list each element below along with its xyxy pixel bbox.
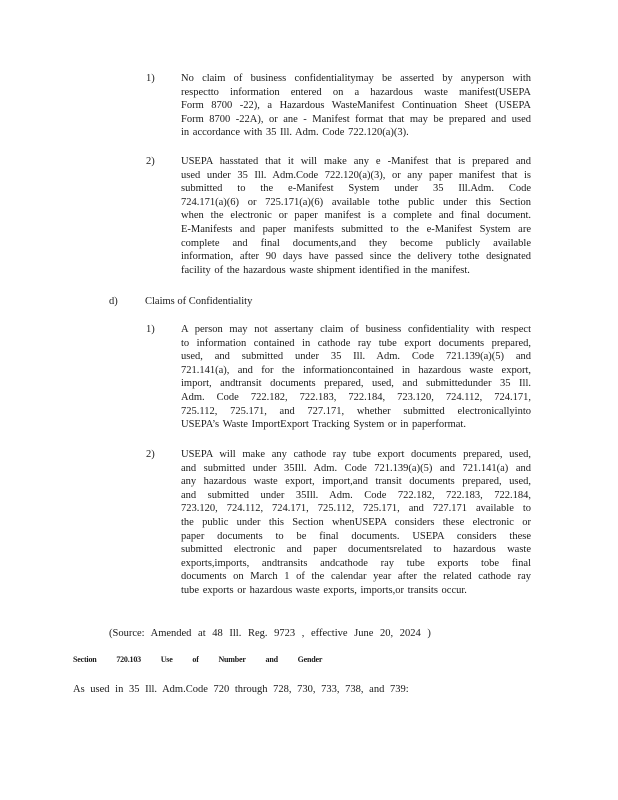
subsection-letter: d) bbox=[109, 296, 118, 307]
section-title-word: Gender bbox=[297, 655, 323, 664]
paragraph-line: used under 35 Ill. Adm.Code 722.120(a)(3), or any paper manifest that is bbox=[181, 169, 531, 181]
item-paragraph bbox=[181, 448, 531, 598]
paragraph-line: used, and submitted under 35 Ill. Adm. Code 721.139(a)(5) and bbox=[181, 351, 531, 363]
paragraph-line: submitted to the e-Manifest System under 35 Ill.Adm. Code bbox=[181, 183, 531, 195]
paragraph-line: import, andtransit documents prepared, used, and submittedunder 35 Ill. bbox=[181, 378, 531, 390]
paragraph-line: documents on March 1 of the calendar year after the related cathode ray bbox=[181, 571, 531, 583]
paragraph-line: any hazardous waste export, import,and transit documents prepared, used, bbox=[181, 476, 531, 488]
paragraph-line: 724.171(a)(6) or 725.171(a)(6) available tothe public under this Section bbox=[181, 196, 531, 208]
paragraph-line: facility of the hazardous waste shipment identified in the manifest. bbox=[181, 264, 470, 276]
paragraph-line: USEPA hasstated that it will make any e -Manifest that is prepared and bbox=[181, 156, 531, 167]
paragraph-line: No claim of business confidentialitymay be asserted by anyperson with bbox=[181, 73, 531, 84]
item-number: 1) bbox=[146, 324, 155, 335]
paragraph-line: 725.112, 725.171, and 727.171, whether submitted electronicallyinto bbox=[181, 405, 531, 417]
paragraph-line: and submitted under 35Ill. Adm. Code 722.182, 722.183, 722.184, bbox=[181, 489, 531, 501]
section-title-word: Number bbox=[218, 655, 246, 664]
source-note: (Source: Amended at 48 Ill. Reg. 9723 , effective June 20, 2024 ) bbox=[109, 628, 431, 639]
item-number: 2) bbox=[146, 449, 155, 460]
paragraph-line: 721.141(a), and for the informationcontained in hazardous waste export, bbox=[181, 364, 531, 376]
paragraph-line: USEPA will make any cathode ray tube export documents prepared, used, bbox=[181, 449, 531, 460]
section-heading bbox=[73, 655, 340, 664]
paragraph-line: when the electronic or paper manifest is a complete and final document. bbox=[181, 210, 531, 222]
paragraph-line: A person may not assertany claim of business confidentiality with respect bbox=[181, 324, 531, 335]
paragraph-line: the public under this Section whenUSEPA considers these electronic or bbox=[181, 516, 531, 528]
paragraph-line: E-Manifests and paper manifests submitted to the e-Manifest System are bbox=[181, 223, 531, 235]
paragraph-line: complete and final documents,and they become publicly available bbox=[181, 237, 531, 249]
item-number: 1) bbox=[146, 73, 155, 84]
paragraph-line: in accordance with 35 Ill. Adm. Code 722.120(a)(3). bbox=[181, 127, 409, 139]
section-number: 720.103 bbox=[116, 655, 141, 664]
section-title-word: and bbox=[265, 655, 278, 664]
paragraph-line: to information contained in cathode ray tube export documents prepared, bbox=[181, 337, 531, 349]
paragraph-line: tube exports or hazardous waste exports, imports,or transits occur. bbox=[181, 584, 467, 596]
paragraph-line: USEPA’s Waste ImportExport Tracking System or in paperformat. bbox=[181, 419, 466, 431]
paragraph-line: submitted electronic and paper documentsrelated to hazardous waste bbox=[181, 544, 531, 556]
item-paragraph bbox=[181, 155, 531, 277]
section-title-word: Use bbox=[160, 655, 173, 664]
paragraph-line: and submitted under 35Ill. Adm. Code 721.139(a)(5) and 721.141(a) and bbox=[181, 462, 531, 474]
item-paragraph bbox=[181, 323, 531, 432]
item-number: 2) bbox=[146, 156, 155, 167]
paragraph-line: 723.120, 724.112, 724.171, 725.112, 725.171, and 727.171 available to bbox=[181, 503, 531, 515]
paragraph-line: paper documents to be final documents. USEPA considers these bbox=[181, 530, 531, 542]
paragraph-line: exports,imports, andtransits andcathode ray tube exports tobe final bbox=[181, 557, 531, 569]
subsection-title: Claims of Confidentiality bbox=[145, 296, 253, 307]
paragraph-line: respectto information entered on a hazardous waste manifest(USEPA bbox=[181, 86, 531, 98]
paragraph-line: Adm. Code 722.182, 722.183, 722.184, 723.120, 724.112, 724.171, bbox=[181, 391, 531, 403]
item-paragraph bbox=[181, 72, 531, 140]
closing-text: As used in 35 Ill. Adm.Code 720 through 728, 730, 733, 738, and 739: bbox=[73, 684, 409, 695]
paragraph-line: information, after 90 days have passed since the delivery tothe designated bbox=[181, 251, 531, 263]
section-title-word: of bbox=[192, 655, 199, 664]
section-label: Section bbox=[73, 655, 97, 664]
paragraph-line: Form 8700 -22), a Hazardous WasteManifest Continuation Sheet (USEPA bbox=[181, 100, 531, 112]
paragraph-line: Form 8700 -22A), or ane - Manifest format that may be prepared and used bbox=[181, 113, 531, 125]
